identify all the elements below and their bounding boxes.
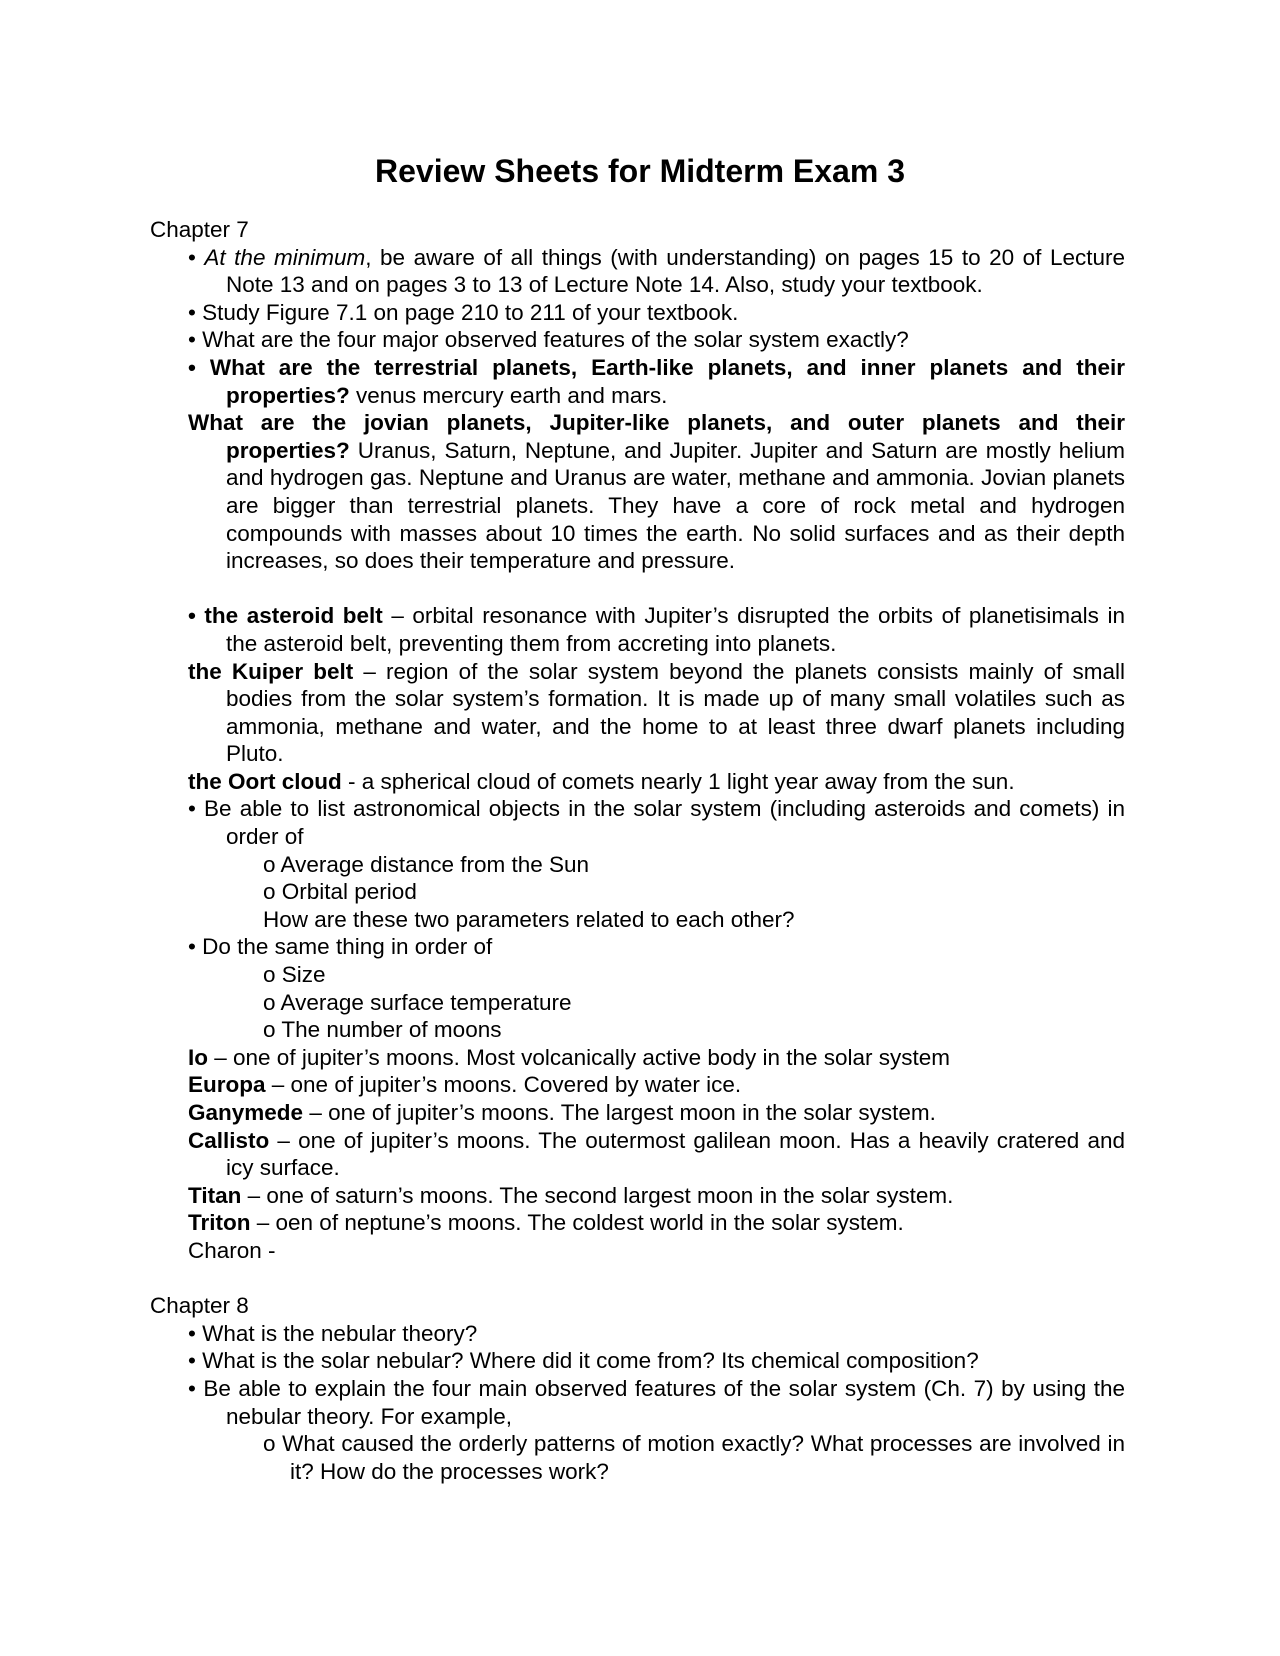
definition-text: – orbital resonance with Jupiter’s disrupted the orbits of planetisimals in the asteroid belt, preventing them from accreting into planets. <box>226 603 1125 656</box>
ch8-item-explain-features: • Be able to explain the four main observed features of the solar system (Ch. 7) by using the nebular theory. For example, <box>188 1375 1125 1429</box>
moon-entry-europa <box>188 1071 1125 1099</box>
moon-name: Europa <box>188 1072 266 1098</box>
ch7-item-features: • What are the four major observed features of the solar system exactly? <box>188 327 909 353</box>
ch7-sub-moons: o The number of moons <box>263 1017 502 1043</box>
question-text: What are the jovian planets, Jupiter-like planets, and outer planets and their properties? <box>188 410 1125 463</box>
spacer <box>150 575 1125 603</box>
definition-text: – region of the solar system beyond the planets consists mainly of small bodies from the solar system’s formation. It is made up of many small volatiles such as ammonia, methane and water, and the home to at least three dwarf planets including Pluto. <box>226 658 1125 767</box>
ch7-item-oort-cloud <box>188 768 1125 796</box>
definition-text: - a spherical cloud of comets nearly 1 light year away from the sun. <box>341 768 1015 794</box>
bullet: • <box>188 244 205 270</box>
item-text: , be aware of all things (with understanding) on pages 15 to 20 of Lecture Note 13 and on pages 3 to 13 of Lecture Note 14. Also, study your textbook. <box>226 244 1125 298</box>
moon-entry-callisto <box>188 1127 1125 1182</box>
moon-description: – one of saturn’s moons. The second largest moon in the solar system. <box>241 1182 954 1208</box>
term-text <box>188 603 383 628</box>
document-body <box>150 216 1125 1485</box>
chapter-8-heading: Chapter 8 <box>150 1293 249 1319</box>
ch7-sub-distance: o Average distance from the Sun <box>263 851 590 877</box>
answer-text: Uranus, Saturn, Neptune, and Jupiter. Jupiter and Saturn are mostly helium and hydrogen gas. Neptune and Uranus are water, methane and ammonia. Jovian planets are bigger than terrestrial planets. They have a core of rock metal and hydrogen compounds with masses about 10 times the earth. No solid surfaces and as their depth increases, so does their temperature and pressure. <box>226 437 1125 574</box>
bullet: • <box>188 603 205 629</box>
term-label: the asteroid belt <box>204 603 383 629</box>
ch7-item-terrestrial <box>188 354 1125 409</box>
ch7-item-list-objects: • Be able to list astronomical objects in the solar system (including asteroids and comets) in order of <box>188 796 1125 850</box>
spacer <box>150 1265 1125 1293</box>
moon-description: – one of jupiter’s moons. The outermost galilean moon. Has a heavily cratered and icy surface. <box>226 1127 1125 1181</box>
moon-entry-ganymede <box>188 1099 1125 1127</box>
ch7-item-asteroid-belt <box>188 602 1125 657</box>
moon-name: Callisto <box>188 1127 270 1153</box>
moon-name: Titan <box>188 1182 242 1208</box>
ch7-sub-temperature: o Average surface temperature <box>263 989 572 1015</box>
moon-name: Ganymede <box>188 1100 304 1125</box>
ch7-item-kuiper-belt <box>188 658 1125 768</box>
moon-description: – oen of neptune’s moons. The coldest world in the solar system. <box>250 1210 904 1236</box>
emphasis-text: At the minimum <box>204 244 366 270</box>
moon-description: – one of jupiter’s moons. Covered by water ice. <box>265 1072 742 1098</box>
question-text: • What are the terrestrial planets, Earth-like planets, and inner planets and their properties? <box>188 354 1125 408</box>
answer-text: venus mercury earth and mars. <box>349 382 668 408</box>
ch7-item-minimum <box>188 244 1125 299</box>
ch7-item-same-thing: • Do the same thing in order of <box>188 934 493 960</box>
moon-description: – one of jupiter’s moons. Most volcanically active body in the solar system <box>208 1044 951 1070</box>
ch7-sub-size: o Size <box>263 962 326 988</box>
ch7-item-jovian <box>188 409 1125 575</box>
term-text: the Kuiper belt <box>188 658 354 684</box>
ch8-item-nebular-theory: • What is the nebular theory? <box>188 1320 478 1346</box>
ch7-list-question: How are these two parameters related to each other? <box>263 906 795 932</box>
moon-entry-titan <box>188 1182 1125 1210</box>
page-title: Review Sheets for Midterm Exam 3 <box>375 153 905 189</box>
moon-entry-charon: Charon - <box>188 1237 276 1263</box>
ch8-item-solar-nebula: • What is the solar nebular? Where did it come from? Its chemical composition? <box>188 1348 979 1374</box>
moon-name: Io <box>188 1044 208 1070</box>
moon-entry-io <box>188 1044 1125 1072</box>
moon-entry-triton <box>188 1209 1125 1237</box>
ch8-sub-orderly-motion: o What caused the orderly patterns of motion exactly? What processes are involved in it? How do the processes work? <box>263 1431 1125 1484</box>
ch7-sub-orbital-period: o Orbital period <box>263 879 417 905</box>
moon-name: Triton <box>188 1210 251 1236</box>
ch7-item-figure: • Study Figure 7.1 on page 210 to 211 of your textbook. <box>188 299 739 325</box>
moon-description: – one of jupiter’s moons. The largest moon in the solar system. <box>303 1100 936 1125</box>
chapter-7-heading: Chapter 7 <box>150 217 249 242</box>
term-text: the Oort cloud <box>188 768 342 794</box>
